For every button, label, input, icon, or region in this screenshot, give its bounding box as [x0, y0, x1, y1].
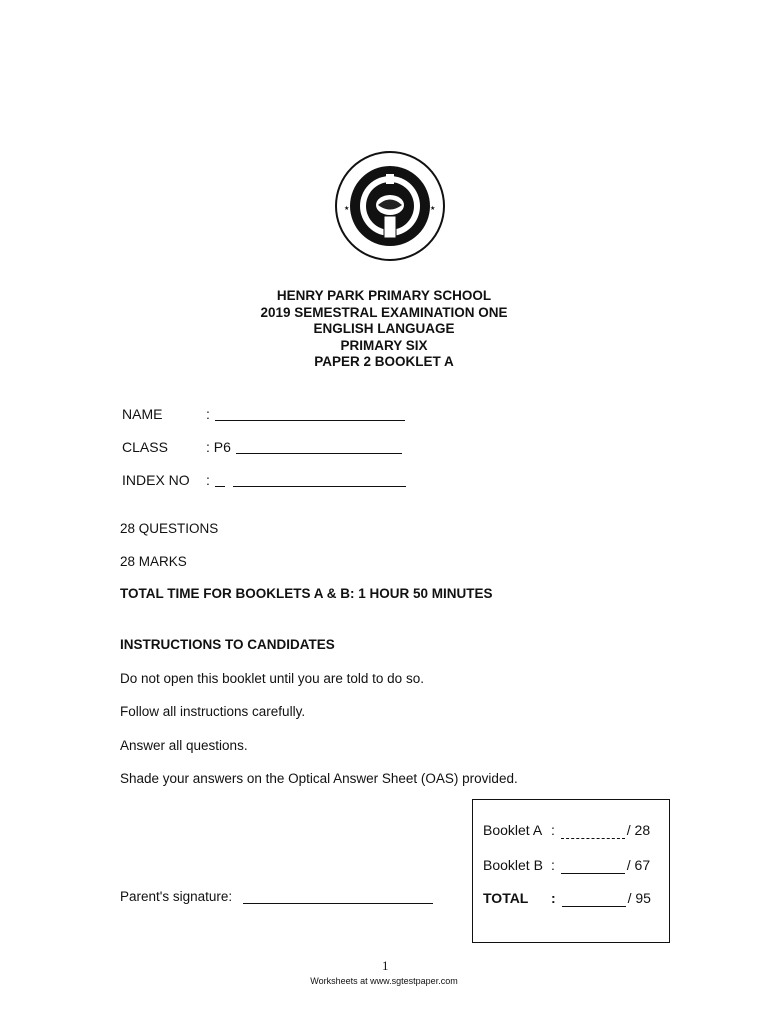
paper-title: PAPER 2 BOOKLET A	[314, 354, 454, 369]
score-max: / 95	[627, 890, 651, 906]
name-line[interactable]	[215, 420, 405, 421]
name-label: NAME	[122, 406, 163, 422]
school-crest-logo	[334, 150, 446, 262]
subject-title: ENGLISH LANGUAGE	[313, 321, 455, 336]
instruction-item: Answer all questions.	[120, 738, 248, 753]
svg-text:★: ★	[430, 205, 436, 212]
score-blank[interactable]	[561, 857, 625, 874]
class-line[interactable]	[236, 453, 402, 454]
index-line-short	[215, 486, 225, 487]
index-label: INDEX NO	[122, 472, 190, 488]
footer-text: Worksheets at www.sgtestpaper.com	[310, 976, 458, 986]
parent-signature-line[interactable]	[243, 903, 433, 904]
score-label: TOTAL	[483, 890, 529, 906]
score-box	[472, 799, 670, 943]
score-row-booklet-b	[483, 857, 650, 874]
score-label: Booklet B	[483, 857, 543, 873]
score-sep: :	[551, 890, 556, 906]
page-number: 1	[382, 958, 389, 973]
questions-count: 28 QUESTIONS	[120, 521, 219, 536]
score-blank[interactable]	[561, 822, 625, 839]
index-colon: :	[206, 472, 210, 488]
score-blank[interactable]	[562, 890, 626, 907]
instructions-heading: INSTRUCTIONS TO CANDIDATES	[120, 637, 335, 652]
instruction-item: Shade your answers on the Optical Answer Sheet (OAS) provided.	[120, 771, 518, 786]
score-max: / 28	[626, 822, 651, 838]
exam-title: 2019 SEMESTRAL EXAMINATION ONE	[260, 304, 508, 320]
instruction-item: Do not open this booklet until you are told to do so.	[120, 671, 424, 686]
class-label: CLASS	[122, 439, 168, 455]
score-row-booklet-a	[483, 822, 650, 839]
class-field	[122, 439, 231, 455]
name-field	[122, 406, 210, 422]
title-block	[0, 288, 768, 371]
score-sep: :	[551, 857, 555, 873]
level-title: PRIMARY SIX	[340, 337, 428, 353]
class-prefix: : P6	[206, 439, 231, 455]
name-colon: :	[206, 406, 210, 422]
svg-text:★: ★	[344, 205, 350, 212]
marks-count: 28 MARKS	[120, 554, 187, 569]
instruction-item: Follow all instructions carefully.	[120, 704, 306, 719]
index-line[interactable]	[233, 486, 406, 487]
school-name: HENRY PARK PRIMARY SCHOOL	[276, 288, 492, 303]
parent-signature-label: Parent's signature:	[120, 889, 233, 904]
score-sep: :	[551, 822, 555, 838]
score-max: / 67	[626, 857, 651, 873]
index-field	[122, 472, 210, 488]
score-label: Booklet A	[483, 822, 543, 838]
total-time: TOTAL TIME FOR BOOKLETS A & B: 1 HOUR 50 MINUTES	[120, 586, 493, 601]
score-row-total	[483, 890, 651, 907]
